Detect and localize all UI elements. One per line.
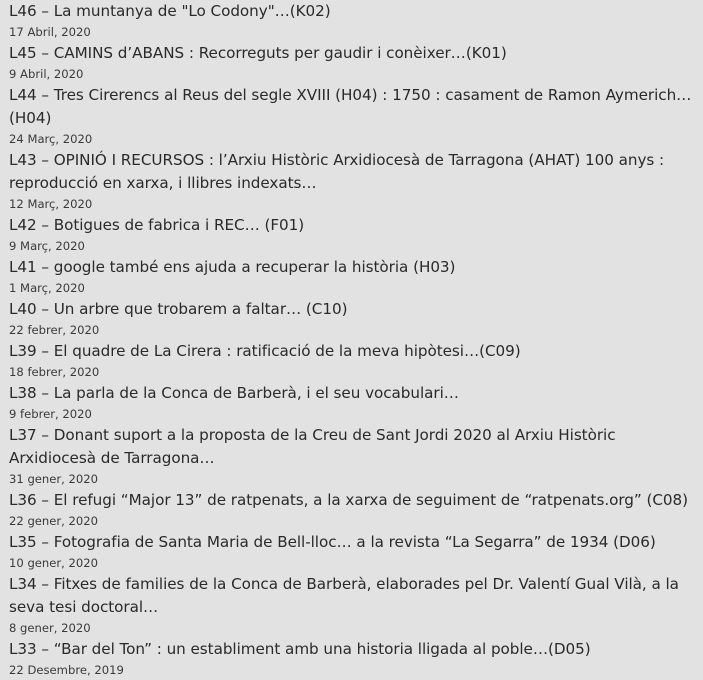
post-date: 12 Març, 2020 bbox=[9, 197, 93, 211]
post-date: 22 Desembre, 2019 bbox=[9, 663, 124, 677]
post-date: 9 Març, 2020 bbox=[9, 239, 85, 253]
post-title-link[interactable]: L36 – El refugi “Major 13” de ratpenats, a la xarxa de seguiment de “ratpenats.org” (C08) bbox=[9, 491, 688, 509]
recent-posts-list bbox=[9, 0, 697, 680]
post-date: 1 Març, 2020 bbox=[9, 281, 85, 295]
post-date: 18 febrer, 2020 bbox=[9, 365, 100, 379]
post-title-link[interactable]: L41 – google també ens ajuda a recuperar la història (H03) bbox=[9, 258, 456, 276]
post-title-link[interactable]: L34 – Fitxes de families de la Conca de Barberà, elaborades pel Dr. Valentí Gual Vilà, a la seva tesi doctoral… bbox=[9, 575, 679, 616]
post-title-link[interactable]: L39 – El quadre de La Cirera : ratificació de la meva hipòtesi…(C09) bbox=[9, 342, 521, 360]
post-date: 17 Abril, 2020 bbox=[9, 25, 91, 39]
list-item bbox=[9, 573, 697, 638]
post-title-link[interactable]: L33 – “Bar del Ton” : un establiment amb una historia lligada al poble…(D05) bbox=[9, 640, 591, 658]
post-title-link[interactable]: L44 – Tres Cirerencs al Reus del segle XVIII (H04) : 1750 : casament de Ramon Aymerich… (H04) bbox=[9, 86, 692, 127]
post-title-link[interactable]: L43 – OPINIÓ I RECURSOS : l’Arxiu Històric Arxidiocesà de Tarragona (AHAT) 100 anys : reproducció en xarxa, i llibres indexats… bbox=[9, 151, 665, 192]
post-title-link[interactable]: L46 – La muntanya de "Lo Codony"…(K02) bbox=[9, 2, 331, 20]
list-item bbox=[9, 149, 697, 214]
list-item bbox=[9, 256, 697, 298]
post-title-link[interactable]: L35 – Fotografia de Santa Maria de Bell-lloc… a la revista “La Segarra” de 1934 (D06) bbox=[9, 533, 656, 551]
list-item bbox=[9, 382, 697, 424]
post-date: 31 gener, 2020 bbox=[9, 472, 99, 486]
post-title-link[interactable]: L37 – Donant suport a la proposta de la Creu de Sant Jordi 2020 al Arxiu Històric Arxidiocesà de Tarragona… bbox=[9, 426, 616, 467]
list-item bbox=[9, 424, 697, 489]
post-date: 22 febrer, 2020 bbox=[9, 323, 100, 337]
list-item bbox=[9, 531, 697, 573]
list-item bbox=[9, 340, 697, 382]
list-item bbox=[9, 214, 697, 256]
list-item bbox=[9, 0, 697, 42]
list-item bbox=[9, 84, 697, 149]
post-date: 10 gener, 2020 bbox=[9, 556, 99, 570]
post-date: 8 gener, 2020 bbox=[9, 621, 91, 635]
list-item bbox=[9, 42, 697, 84]
post-date: 22 gener, 2020 bbox=[9, 514, 99, 528]
post-date: 9 febrer, 2020 bbox=[9, 407, 92, 421]
post-date: 9 Abril, 2020 bbox=[9, 67, 84, 81]
list-item bbox=[9, 489, 697, 531]
list-item bbox=[9, 638, 697, 680]
post-date: 24 Març, 2020 bbox=[9, 132, 93, 146]
post-title-link[interactable]: L45 – CAMINS d’ABANS : Recorreguts per gaudir i conèixer…(K01) bbox=[9, 44, 507, 62]
post-title-link[interactable]: L38 – La parla de la Conca de Barberà, i el seu vocabulari… bbox=[9, 384, 459, 402]
post-title-link[interactable]: L42 – Botigues de fabrica i REC… (F01) bbox=[9, 216, 305, 234]
post-title-link[interactable]: L40 – Un arbre que trobarem a faltar… (C10) bbox=[9, 300, 348, 318]
list-item bbox=[9, 298, 697, 340]
